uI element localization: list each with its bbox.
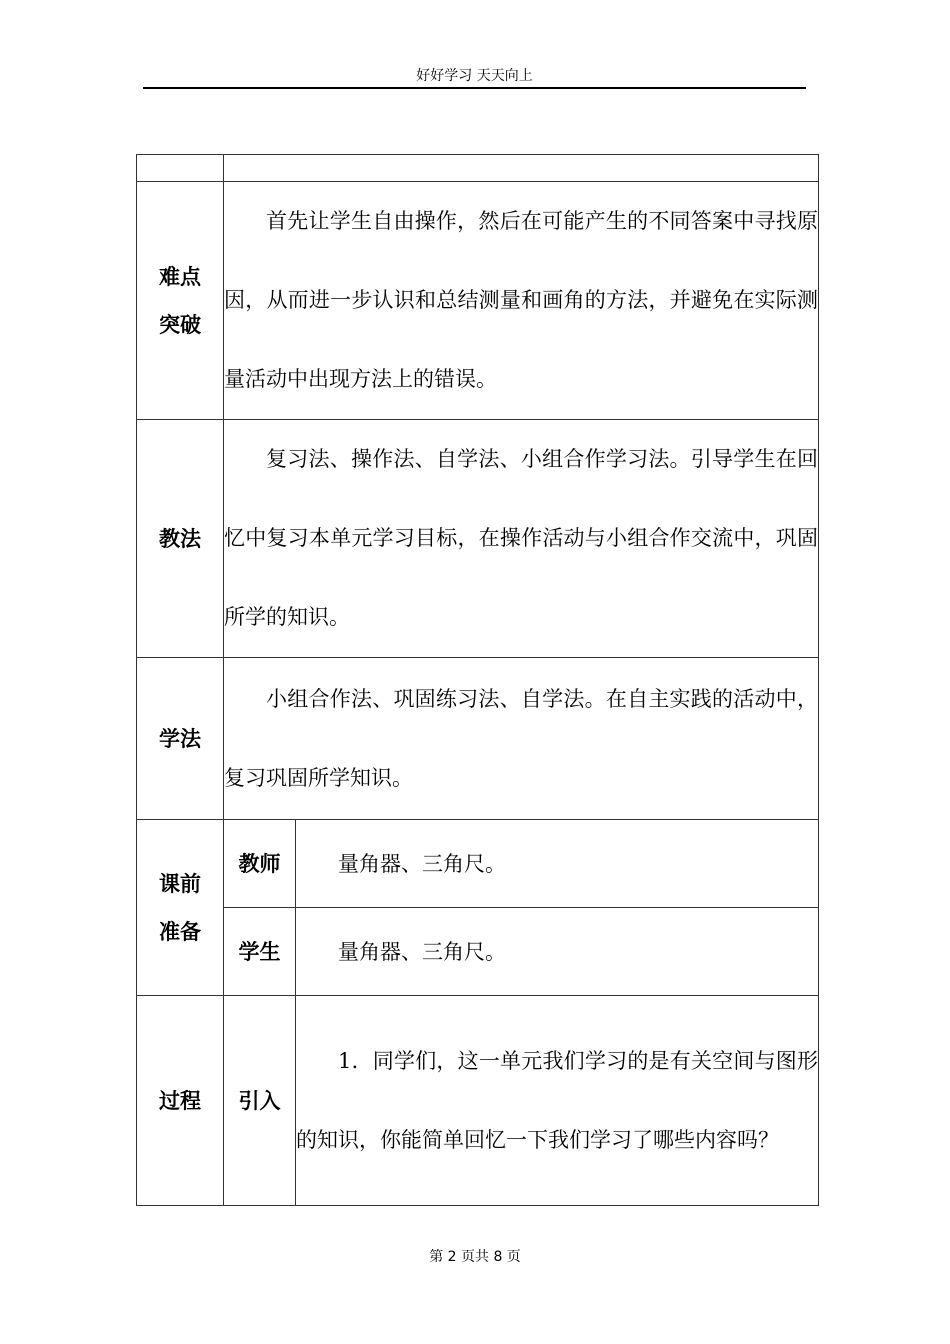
process-content: 1．同学们，这一单元我们学习的是有关空间与图形的知识，你能简单回忆一下我们学习了哪些内容吗？: [296, 996, 819, 1206]
blank-label-cell: [137, 155, 224, 182]
table-row-learning-method: [137, 658, 819, 820]
table-row-process: [137, 996, 819, 1206]
preparation-label: [137, 820, 224, 996]
page-header: 好好学习 天天向上: [143, 66, 806, 89]
teacher-content: 量角器、三角尺。: [296, 820, 819, 908]
difficulty-content: 首先让学生自由操作，然后在可能产生的不同答案中寻找原因，从而进一步认识和总结测量和画角的方法，并避免在实际测量活动中出现方法上的错误。: [224, 182, 819, 420]
page-footer: 第 2 页共 8 页: [429, 1249, 521, 1265]
teacher-label: 教师: [224, 820, 296, 908]
student-content: 量角器、三角尺。: [296, 908, 819, 996]
table-row-blank: [137, 155, 819, 182]
teaching-method-label: 教法: [137, 420, 224, 658]
difficulty-label-line1: 难点: [159, 264, 201, 289]
table-row-difficulty: [137, 182, 819, 420]
difficulty-label: [137, 182, 224, 420]
lesson-plan-table: [136, 154, 819, 1206]
teaching-method-content: 复习法、操作法、自学法、小组合作学习法。引导学生在回忆中复习本单元学习目标，在操作活动与小组合作交流中，巩固所学的知识。: [224, 420, 819, 658]
student-label: 学生: [224, 908, 296, 996]
preparation-label-line2: 准备: [159, 919, 201, 944]
difficulty-label-line2: 突破: [159, 312, 201, 337]
preparation-label-line1: 课前: [159, 871, 201, 896]
learning-method-label: 学法: [137, 658, 224, 820]
table-row-teacher-prep: [137, 820, 819, 908]
learning-method-content: 小组合作法、巩固练习法、自学法。在自主实践的活动中，复习巩固所学知识。: [224, 658, 819, 820]
table-row-student-prep: [137, 908, 819, 996]
table-row-teaching-method: [137, 420, 819, 658]
intro-label: 引入: [224, 996, 296, 1206]
blank-content-cell: [224, 155, 819, 182]
process-label: 过程: [137, 996, 224, 1206]
